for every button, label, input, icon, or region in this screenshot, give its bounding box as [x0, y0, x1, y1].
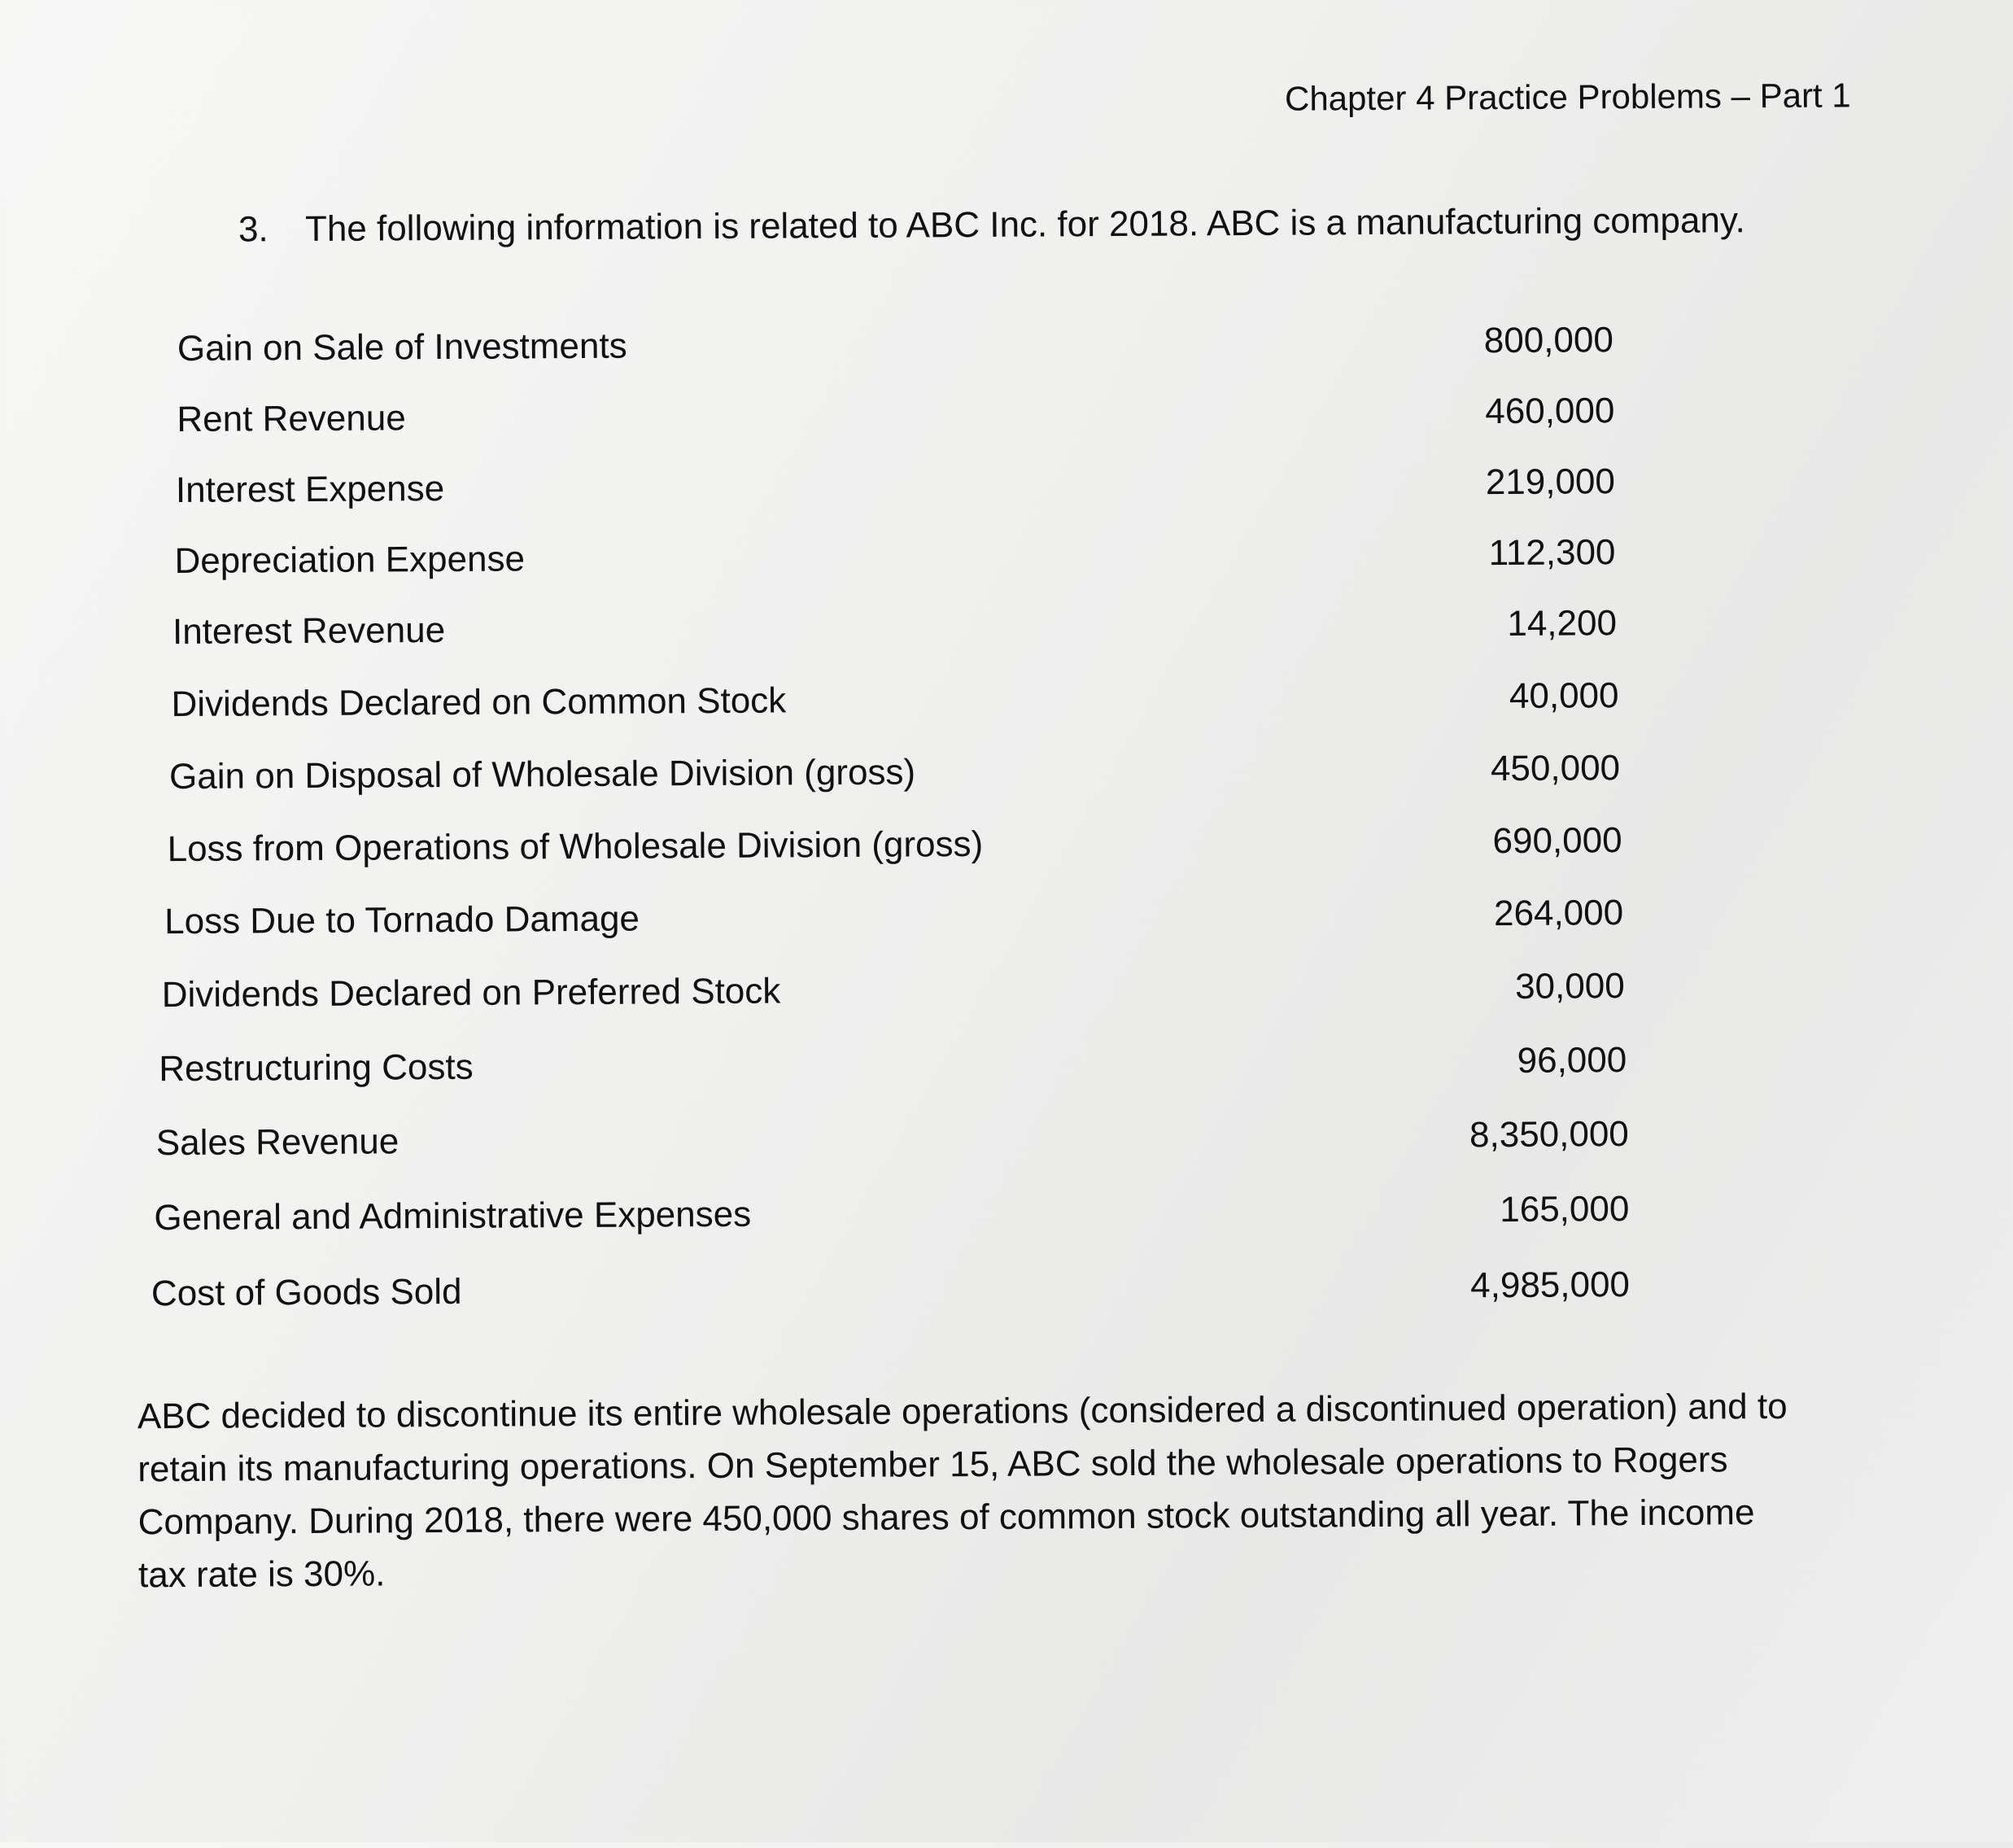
paragraph-line: retain its manufacturing operations. On September 15, ABC sold the wholesale operations to Rogers	[138, 1440, 1728, 1490]
list-item	[164, 892, 1710, 950]
list-item	[156, 1114, 1702, 1173]
list-item	[169, 747, 1715, 806]
item-amount: 96,000	[1517, 1040, 1627, 1081]
list-item	[171, 675, 1717, 733]
list-item	[162, 966, 1708, 1024]
list-item	[172, 602, 1718, 661]
item-label: Depreciation Expense	[174, 539, 526, 582]
item-label: Gain on Sale of Investments	[177, 325, 627, 369]
item-label: Rent Revenue	[177, 398, 406, 439]
list-item	[177, 390, 1723, 448]
item-amount: 219,000	[1485, 461, 1616, 503]
paragraph-line: tax rate is 30%.	[138, 1553, 386, 1596]
list-item	[154, 1189, 1700, 1247]
list-item	[176, 461, 1722, 519]
item-label: Cost of Goods Sold	[151, 1271, 462, 1314]
item-label: Dividends Declared on Preferred Stock	[161, 971, 781, 1016]
item-amount: 165,000	[1500, 1189, 1630, 1230]
item-amount: 30,000	[1514, 966, 1625, 1007]
item-amount: 8,350,000	[1469, 1114, 1629, 1156]
item-amount: 264,000	[1493, 893, 1624, 934]
list-item	[167, 819, 1713, 878]
item-label: Restructuring Costs	[159, 1046, 474, 1090]
paragraph-line: ABC decided to discontinue its entire wholesale operations (considered a discontinued operation) and to	[137, 1386, 1788, 1437]
list-item	[177, 319, 1723, 378]
item-amount: 14,200	[1507, 603, 1618, 644]
item-amount: 800,000	[1483, 320, 1613, 361]
item-label: General and Administrative Expenses	[154, 1194, 752, 1239]
item-amount: 450,000	[1490, 748, 1621, 789]
question-text: The following information is related to ABC Inc. for 2018. ABC is a manufacturing company.	[304, 200, 1745, 250]
paragraph-line: Company. During 2018, there were 450,000 shares of common stock outstanding all year. The income	[138, 1492, 1755, 1543]
list-item	[159, 1040, 1705, 1099]
page-title: Chapter 4 Practice Problems – Part 1	[1284, 76, 1851, 118]
item-amount: 460,000	[1485, 391, 1615, 432]
problem-description	[138, 1379, 1954, 1602]
list-item	[151, 1265, 1697, 1323]
item-label: Gain on Disposal of Wholesale Division (gross)	[168, 752, 916, 797]
item-amount: 690,000	[1492, 820, 1622, 862]
item-label: Dividends Declared on Common Stock	[171, 680, 787, 725]
item-amount: 4,985,000	[1470, 1265, 1631, 1306]
item-label: Loss from Operations of Wholesale Division (gross)	[167, 824, 984, 870]
item-label: Interest Expense	[175, 468, 445, 511]
item-label: Sales Revenue	[155, 1121, 400, 1164]
item-amount: 40,000	[1509, 675, 1619, 716]
list-item	[174, 531, 1720, 590]
question-number: 3.	[238, 209, 269, 250]
item-amount: 112,300	[1488, 532, 1616, 574]
item-label: Loss Due to Tornado Damage	[164, 898, 640, 942]
item-label: Interest Revenue	[172, 609, 446, 653]
